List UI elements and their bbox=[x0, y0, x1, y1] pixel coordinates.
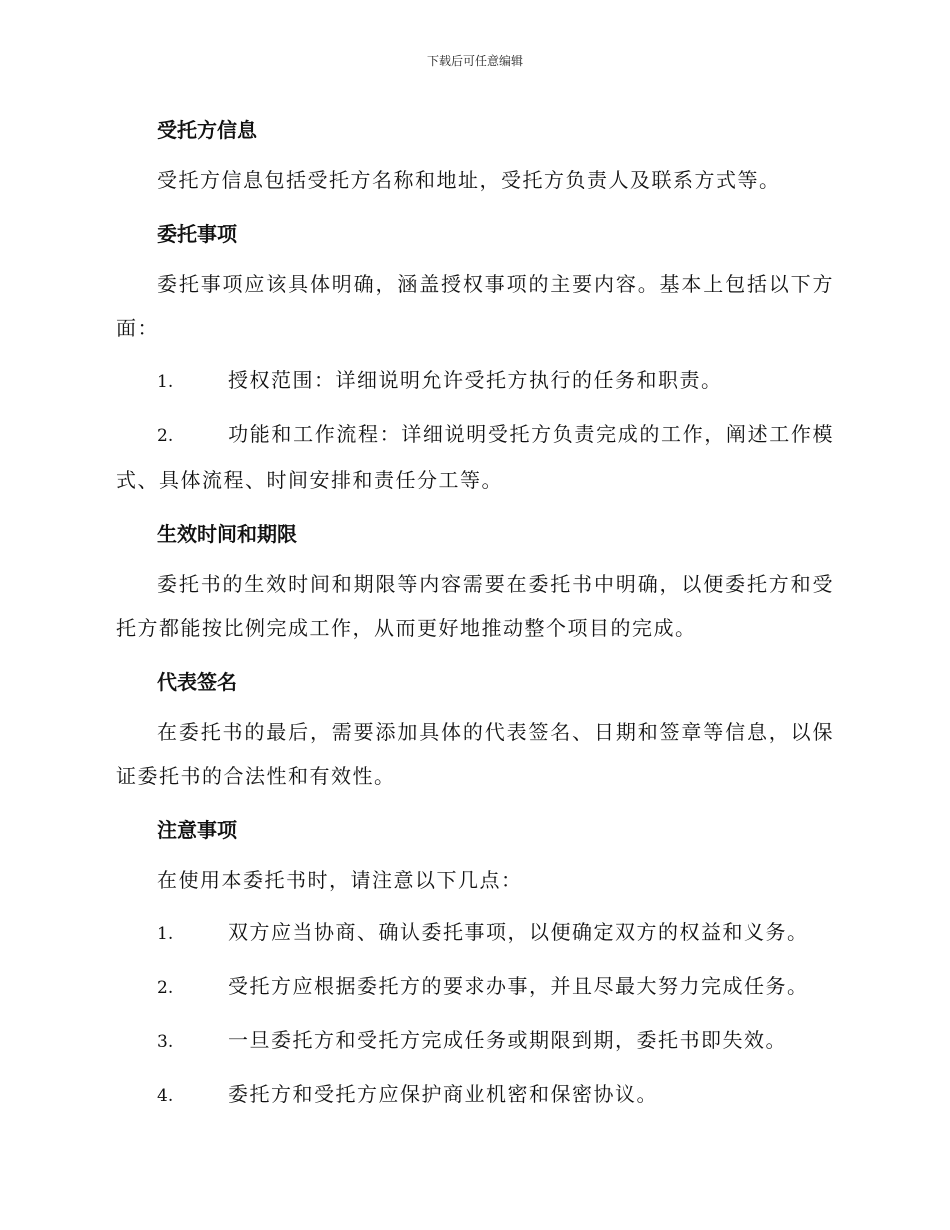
list-text: 一旦委托方和受托方完成任务或期限到期，委托书即失效。 bbox=[228, 1028, 787, 1052]
paragraph-matters: 委托事项应该具体明确，涵盖授权事项的主要内容。基本上包括以下方面： bbox=[116, 272, 834, 340]
list-number: 2. bbox=[157, 978, 174, 998]
list-item bbox=[116, 910, 834, 956]
paragraph-signature: 在委托书的最后，需要添加具体的代表签名、日期和签章等信息，以保证委托书的合法性和有效性。 bbox=[116, 720, 834, 788]
paragraph-term: 委托书的生效时间和期限等内容需要在委托书中明确，以便委托方和受托方都能按比例完成工作，从而更好地推动整个项目的完成。 bbox=[116, 572, 834, 640]
list-item bbox=[116, 358, 834, 404]
list-item bbox=[116, 964, 834, 1010]
list-text: 授权范围：详细说明允许受托方执行的任务和职责。 bbox=[228, 368, 723, 392]
list-item bbox=[116, 1072, 834, 1118]
list-number: 1. bbox=[157, 372, 174, 392]
document-body bbox=[116, 110, 834, 1118]
paragraph-trustee: 受托方信息包括受托方名称和地址，受托方负责人及联系方式等。 bbox=[157, 168, 781, 192]
section-heading-signature: 代表签名 bbox=[157, 670, 237, 694]
section-heading-trustee: 受托方信息 bbox=[157, 118, 257, 142]
list-number: 4. bbox=[157, 1086, 174, 1106]
section-heading-notes: 注意事项 bbox=[157, 818, 237, 842]
list-number: 1. bbox=[157, 924, 174, 944]
list-number: 2. bbox=[157, 426, 174, 446]
list-number: 3. bbox=[157, 1032, 174, 1052]
list-text: 委托方和受托方应保护商业机密和保密协议。 bbox=[228, 1082, 658, 1106]
section-heading-matters: 委托事项 bbox=[157, 222, 237, 246]
paragraph-notes: 在使用本委托书时，请注意以下几点： bbox=[157, 868, 523, 892]
list-text: 受托方应根据委托方的要求办事，并且尽最大努力完成任务。 bbox=[228, 974, 809, 998]
section-heading-term: 生效时间和期限 bbox=[157, 522, 297, 546]
list-text: 双方应当协商、确认委托事项，以便确定双方的权益和义务。 bbox=[228, 920, 809, 944]
list-item bbox=[116, 412, 834, 502]
list-item bbox=[116, 1018, 834, 1064]
list-text: 功能和工作流程：详细说明受托方负责完成的工作，阐述工作模式、具体流程、时间安排和责任分工等。 bbox=[116, 422, 834, 492]
page-header: 下载后可任意编辑 bbox=[426, 54, 523, 68]
